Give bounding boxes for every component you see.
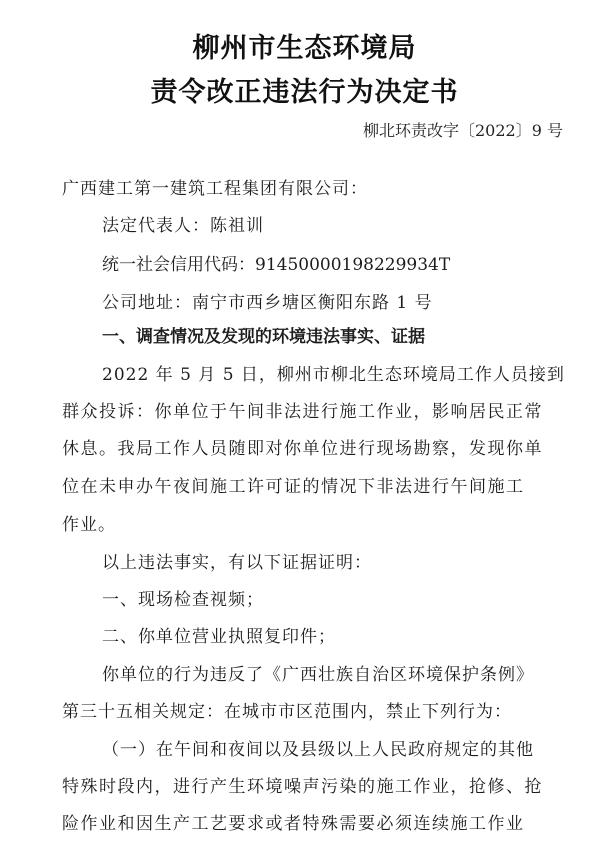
document-number: 柳北环责改字〔2022〕9 号 (363, 121, 563, 140)
document-title-line-2: 责令改正违法行为决定书 (150, 77, 459, 108)
evidence-intro: 以上违法事实，有以下证据证明： (102, 553, 372, 573)
legal-representative: 法定代表人：陈祖训 (102, 216, 264, 236)
paragraph-1-line-5: 作业。 (62, 515, 116, 535)
section-1-heading: 一、调查情况及发现的环境违法事实、证据 (102, 327, 425, 347)
credit-code: 统一社会信用代码：91450000198229934T (102, 255, 451, 275)
paragraph-1-line-3: 休息。我局工作人员随即对你单位进行现场勘察，发现你单 (62, 439, 543, 459)
document-title-line-1: 柳州市生态环境局 (192, 33, 417, 64)
evidence-item-2: 二、你单位营业执照复印件； (102, 627, 336, 647)
paragraph-3-line-3: 险作业和因生产工艺要求或者特殊需要必须连续施工作业 (62, 814, 525, 834)
paragraph-1-line-4: 位在未申办午夜间施工许可证的情况下非法进行午间施工 (62, 477, 525, 497)
evidence-item-1: 一、现场检查视频； (102, 590, 264, 610)
paragraph-2-line-1: 你单位的行为违反了《广西壮族自治区环境保护条例》 (102, 665, 534, 685)
company-address: 公司地址：南宁市西乡塘区衡阳东路 1 号 (102, 293, 433, 313)
recipient-line: 广西建工第一建筑工程集团有限公司： (62, 179, 368, 199)
paragraph-1-line-1: 2022 年 5 月 5 日，柳州市柳北生态环境局工作人员接到 (102, 365, 565, 385)
paragraph-2-line-2: 第三十五相关规定：在城市市区范围内，禁止下列行为： (62, 702, 512, 722)
paragraph-3-line-2: 特殊时段内，进行产生环境噪声污染的施工作业，抢修、抢 (62, 777, 543, 797)
paragraph-1-line-2: 群众投诉：你单位于午间非法进行施工作业，影响居民正常 (62, 402, 543, 422)
paragraph-3-line-1: （一）在午间和夜间以及县级以上人民政府规定的其他 (102, 740, 534, 760)
